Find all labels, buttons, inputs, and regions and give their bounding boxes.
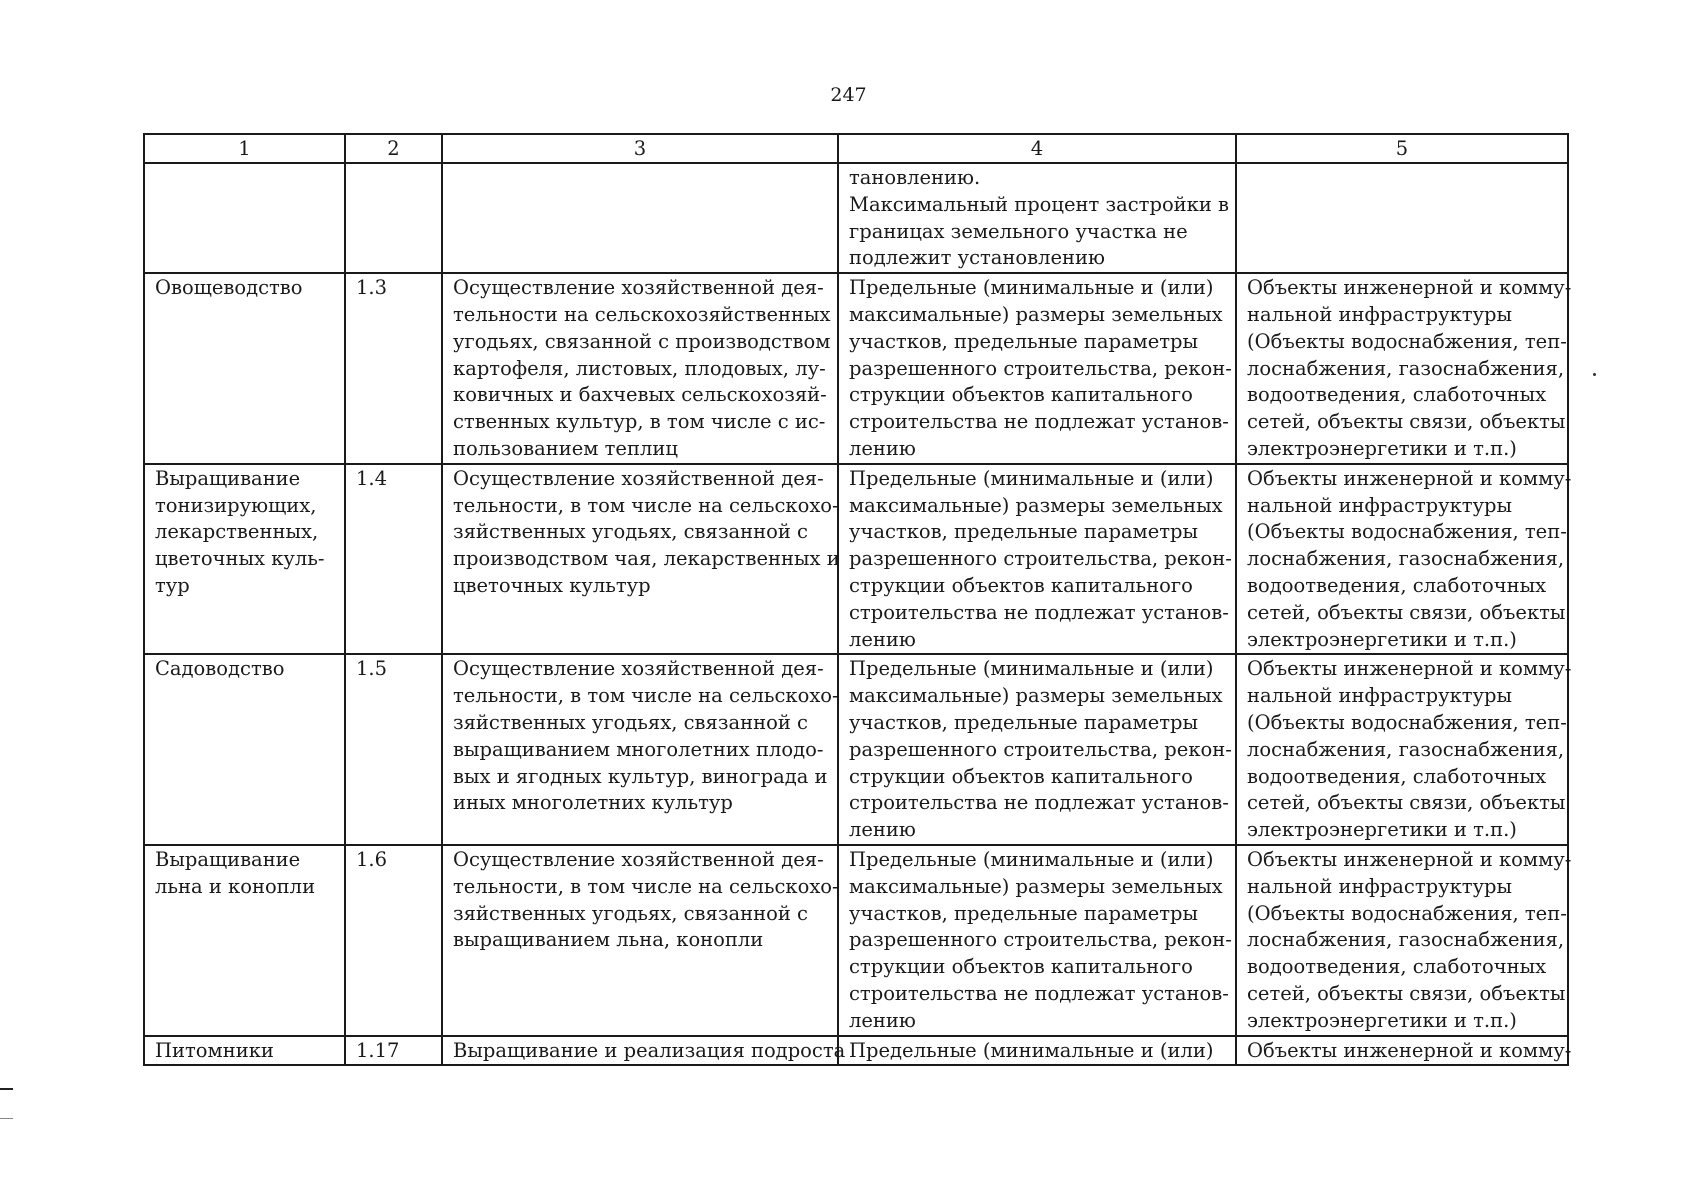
cell-text-line: лекарственных, [155,520,319,544]
cell-text-line: участков, предельные параметры [849,520,1199,544]
cell-text-line: 1.5 [356,657,388,681]
cell-text-line: подлежит установлению [849,246,1106,270]
column-header-4: 4 [838,134,1236,163]
cell-text-line: Предельные (минимальные и (или) [849,276,1214,300]
use-description-cell [442,845,838,1036]
cell-text-line: Максимальный процент застройки в [849,192,1230,216]
cell-text-line: струкции объектов капитального [849,383,1193,407]
table-row [144,845,1568,1036]
use-code-cell [345,845,442,1036]
scan-edge-mark [0,1088,13,1090]
column-header-3: 3 [442,134,838,163]
cell-text-line: 1.3 [356,276,388,300]
use-code-cell [345,163,442,273]
cell-text-line: участков, предельные параметры [849,901,1199,925]
infrastructure-objects-cell [1236,1036,1572,1066]
cell-text-line: водоотведения, слаботочных [1247,573,1547,597]
cell-text-line: лению [849,627,916,651]
use-code-cell [345,654,442,845]
cell-text-line: участков, предельные параметры [849,710,1199,734]
cell-text-line: лению [849,818,916,842]
cell-text-line: сетей, объекты связи, объекты [1247,410,1566,434]
cell-text-line: Объекты инженерной и комму- [1247,276,1572,300]
cell-text-line: лоснабжения, газоснабжения, [1247,547,1565,571]
column-header-1: 1 [144,134,345,163]
cell-text-line: струкции объектов капитального [849,573,1193,597]
cell-text-line: нальной инфраструктуры [1247,874,1513,898]
cell-text-line: тановлению. [849,166,981,189]
cell-text-line: Предельные (минимальные и (или) [849,1038,1214,1062]
table-row [144,163,1568,273]
cell-text-line: производством чая, лекарственных и [453,547,840,571]
cell-text-line: тельности, в том числе на сельскохо- [453,493,839,517]
cell-text-line: 1.17 [356,1038,400,1062]
cell-text-line: Осуществление хозяйственной дея- [453,657,824,681]
use-type-name-cell [144,163,345,273]
cell-text-line: 1.4 [356,466,388,490]
cell-text-line: тельности на сельскохозяйственных [453,302,831,326]
cell-text-line: сетей, объекты связи, объекты [1247,791,1566,815]
cell-text-line: Садоводство [155,657,285,681]
table-row [144,1036,1568,1066]
parameters-cell [838,654,1236,845]
cell-text-line: (Объекты водоснабжения, теп- [1247,901,1567,925]
cell-text-line: лоснабжения, газоснабжения, [1247,737,1565,761]
cell-text-line: выращиванием льна, конопли [453,928,764,952]
cell-text-line: зяйственных угодьях, связанной с [453,901,808,925]
cell-text-line: нальной инфраструктуры [1247,302,1513,326]
cell-text-line: тур [155,573,190,597]
cell-text-line: зяйственных угодьях, связанной с [453,520,808,544]
cell-text-line: строительства не подлежат установ- [849,600,1229,624]
cell-text-line: Предельные (минимальные и (или) [849,847,1214,871]
cell-text-line: строительства не подлежат установ- [849,410,1229,434]
cell-text-line: тонизирующих, [155,493,317,517]
cell-text-line: пользованием теплиц [453,436,678,460]
cell-text-line: лоснабжения, газоснабжения, [1247,356,1565,380]
parameters-cell [838,273,1236,464]
cell-text-line: 1.6 [356,847,388,871]
cell-text-line: строительства не подлежат установ- [849,791,1229,815]
cell-text-line: Объекты инженерной и комму- [1247,847,1572,871]
column-number-row [144,134,1568,163]
cell-text-line: максимальные) размеры земельных [849,874,1223,898]
cell-text-line: Объекты инженерной и комму- [1247,657,1572,681]
cell-text-line: границах земельного участка не [849,219,1188,243]
cell-text-line: сетей, объекты связи, объекты [1247,600,1566,624]
cell-text-line: электроэнергетики и т.п.) [1247,818,1517,842]
use-code-cell [345,1036,442,1066]
table-row [144,464,1568,655]
infrastructure-objects-cell [1236,273,1572,464]
use-description-cell [442,273,838,464]
cell-text-line: водоотведения, слаботочных [1247,955,1547,979]
cell-text-line: Питомники [155,1038,274,1062]
use-description-cell [442,1036,846,1066]
cell-text-line: Объекты инженерной и комму- [1247,466,1572,490]
cell-text-line: Объекты инженерной и комму- [1247,1038,1572,1062]
cell-text-line: иных многолетних культур [453,791,733,815]
cell-text-line: Выращивание [155,847,301,871]
cell-text-line: электроэнергетики и т.п.) [1247,627,1517,651]
cell-text-line: Осуществление хозяйственной дея- [453,276,824,300]
cell-text-line: струкции объектов капитального [849,955,1193,979]
cell-text-line: максимальные) размеры земельных [849,684,1223,708]
scan-dot [1593,373,1596,376]
cell-text-line: выращиванием многолетних плодо- [453,737,824,761]
cell-text-line: тельности, в том числе на сельскохо- [453,874,839,898]
parameters-cell [838,464,1236,655]
cell-text-line: Овощеводство [155,276,303,300]
cell-text-line: льна и конопли [155,874,316,898]
cell-text-line: разрешенного строительства, рекон- [849,737,1232,761]
scan-edge-mark-faint [0,1118,13,1119]
use-code-cell [345,464,442,655]
cell-text-line: Осуществление хозяйственной дея- [453,847,824,871]
cell-text-line: Осуществление хозяйственной дея- [453,466,824,490]
cell-text-line: цветочных куль- [155,547,325,571]
cell-text-line: тельности, в том числе на сельскохо- [453,684,839,708]
page-number: 247 [830,84,867,106]
cell-text-line: водоотведения, слаботочных [1247,764,1547,788]
parameters-cell [838,845,1236,1036]
cell-text-line: участков, предельные параметры [849,329,1199,353]
cell-text-line: лению [849,1008,916,1032]
parameters-cell [838,163,1236,273]
column-header-2: 2 [345,134,442,163]
cell-text-line: (Объекты водоснабжения, теп- [1247,520,1567,544]
use-type-name-cell [144,1036,345,1066]
use-description-cell [442,163,838,273]
cell-text-line: сетей, объекты связи, объекты [1247,981,1566,1005]
cell-text-line: Предельные (минимальные и (или) [849,657,1214,681]
column-header-5: 5 [1236,134,1568,163]
cell-text-line: максимальные) размеры земельных [849,302,1223,326]
cell-text-line: ственных культур, в том числе с ис- [453,410,826,434]
cell-text-line: максимальные) размеры земельных [849,493,1223,517]
use-description-cell [442,464,838,655]
cell-text-line: водоотведения, слаботочных [1247,383,1547,407]
parameters-cell [838,1036,1236,1066]
cell-text-line: (Объекты водоснабжения, теп- [1247,710,1567,734]
use-code-cell [345,273,442,464]
cell-text-line: картофеля, листовых, плодовых, лу- [453,356,826,380]
cell-text-line: ковичных и бахчевых сельскохозяй- [453,383,827,407]
cell-text-line: разрешенного строительства, рекон- [849,928,1232,952]
cell-text-line: лению [849,436,916,460]
cell-text-line: электроэнергетики и т.п.) [1247,1008,1517,1032]
cell-text-line: Предельные (минимальные и (или) [849,466,1214,490]
cell-text-line: вых и ягодных культур, винограда и [453,764,828,788]
cell-text-line: лоснабжения, газоснабжения, [1247,928,1565,952]
cell-text-line: Выращивание [155,466,301,490]
infrastructure-objects-cell [1236,845,1572,1036]
use-type-name-cell [144,273,345,464]
cell-text-line: угодьях, связанной с производством [453,329,831,353]
cell-text-line: Выращивание и реализация подроста [453,1038,846,1062]
table-body [144,163,1572,1065]
infrastructure-objects-cell [1236,163,1568,273]
table-row [144,273,1568,464]
land-use-table [143,133,1572,1066]
cell-text-line: строительства не подлежат установ- [849,981,1229,1005]
cell-text-line: (Объекты водоснабжения, теп- [1247,329,1567,353]
table-row [144,654,1568,845]
cell-text-line: разрешенного строительства, рекон- [849,356,1232,380]
cell-text-line: струкции объектов капитального [849,764,1193,788]
use-description-cell [442,654,838,845]
cell-text-line: зяйственных угодьях, связанной с [453,710,808,734]
cell-text-line: цветочных культур [453,573,651,597]
use-type-name-cell [144,845,345,1036]
infrastructure-objects-cell [1236,654,1572,845]
use-type-name-cell [144,654,345,845]
cell-text-line: электроэнергетики и т.п.) [1247,436,1517,460]
cell-text-line: нальной инфраструктуры [1247,684,1513,708]
cell-text-line: нальной инфраструктуры [1247,493,1513,517]
cell-text-line: разрешенного строительства, рекон- [849,547,1232,571]
use-type-name-cell [144,464,345,655]
infrastructure-objects-cell [1236,464,1572,655]
